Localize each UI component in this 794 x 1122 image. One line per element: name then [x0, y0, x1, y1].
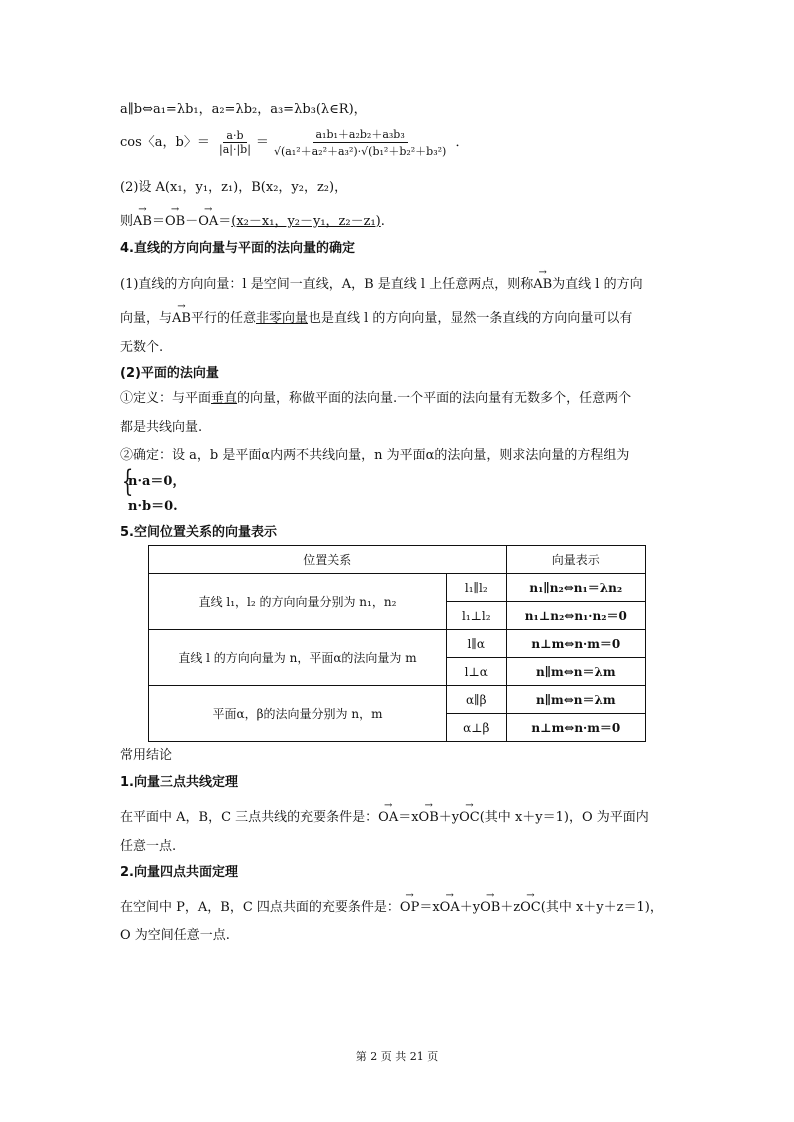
p1-ab-vector: → AB — [533, 277, 552, 292]
oa-vector: → OA — [198, 214, 218, 229]
t1-oa-vector: → OA — [378, 810, 398, 825]
normal-vector-determination: ②确定：设 a，b 是平面α内两不共线向量，n 为平面α的法向量，则求法向量的方程组为 — [120, 448, 630, 463]
table-row — [149, 630, 646, 658]
ab-vector-formula — [120, 210, 385, 229]
def-text-a: ①定义：与平面 — [120, 391, 212, 406]
vector-cell: n⊥m⇔n·m＝0 — [506, 630, 645, 658]
equation-1: n·a＝0， — [128, 474, 186, 489]
t2-oa-vector: → OA — [440, 900, 460, 915]
ab-eq-1: ＝ — [151, 214, 165, 229]
ab-end: . — [380, 214, 385, 229]
equation-2: n·b＝0. — [128, 499, 178, 514]
ab-prefix: 则 — [120, 214, 134, 229]
group-label-lines: 直线 l₁，l₂ 的方向向量分别为 n₁，n₂ — [149, 574, 447, 630]
p2-text-c: 也是直线 l 的方向向量，显然一条直线的方向向量可以有 — [308, 311, 633, 326]
normal-vector-definition-cont: 都是共线向量. — [120, 420, 203, 435]
t2-text-b: ＝x — [419, 900, 440, 915]
item2-points: (2)设 A(x₁，y₁，z₁)，B(x₂，y₂，z₂)， — [120, 180, 348, 195]
nonzero-vector-term: 非零向量 — [255, 311, 308, 326]
group-label-planes: 平面α，β的法向量分别为 n，m — [149, 686, 447, 742]
cos-frac1-num: a·b — [223, 129, 246, 143]
cosine-formula: cos〈a，b〉＝ $\frac{a\cdot b}{|a|\cdot|b|}$ ＝ $\frac{\text{a₁b₁＋a₂b₂＋a₃b₃}}{\text{√(a₁²＋a₂²＋a₃²)·√(b₁²＋b₂²＋b₃²)}}$ ． — [120, 128, 469, 158]
conclusion2-heading: 2.向量四点共面定理 — [120, 865, 238, 880]
t1-ob-vector: → OB — [419, 810, 439, 825]
parallel-condition: a∥b⇔a₁=λb₁，a₂=λb₂，a₃=λb₃(λ∈R)， — [120, 102, 367, 117]
normal-vector-definition — [120, 387, 631, 406]
t1-text-b: ＝x — [398, 810, 419, 825]
t2-op-vector: → OP — [400, 900, 419, 915]
conclusion1-text-cont: 任意一点. — [120, 839, 177, 854]
conclusion2-text-cont: O 为空间任意一点. — [120, 928, 230, 943]
table-header-row — [149, 546, 646, 574]
page-footer: 第 2 页 共 21 页 — [355, 1050, 439, 1063]
header-vector-representation: 向量表示 — [506, 546, 645, 574]
ob-vector: → OB — [165, 214, 185, 229]
t2-text-c: ＋y — [459, 900, 481, 915]
vector-cell: n∥m⇔n＝λm — [506, 658, 645, 686]
cos-frac2-num: a₁b₁＋a₂b₂＋a₃b₃ — [313, 126, 408, 143]
ab-vector: → AB — [133, 214, 152, 229]
vector-cell: n₁⊥n₂⇔n₁·n₂＝0 — [506, 602, 645, 630]
t1-text-c: ＋y — [438, 810, 460, 825]
vector-cell: n∥m⇔n＝λm — [506, 686, 645, 714]
t1-text-d: (其中 x＋y＝1)，O 为平面内 — [479, 810, 649, 825]
conclusion1-heading: 1.向量三点共线定理 — [120, 775, 238, 790]
conclusion2-text — [120, 896, 663, 915]
equation-brace: { — [121, 464, 134, 499]
vector-cell: n⊥m⇔n·m＝0 — [506, 714, 645, 742]
vector-cell: n₁∥n₂⇔n₁＝λn₂ — [506, 574, 645, 602]
relation-cell: l⊥α — [446, 658, 506, 686]
p2-text-b: 平行的任意 — [190, 311, 256, 326]
section4-heading: 4.直线的方向向量与平面的法向量的确定 — [120, 241, 355, 256]
cos-frac1-den: |a|·|b| — [219, 143, 251, 156]
table-row — [149, 574, 646, 602]
cos-end: ． — [455, 135, 469, 150]
p1-text-b: 为直线 l 的方向 — [552, 277, 643, 292]
relation-cell: l₁∥l₂ — [446, 574, 506, 602]
t2-text-e: (其中 x＋y＋z＝1)， — [540, 900, 663, 915]
relation-cell: α∥β — [446, 686, 506, 714]
cos-lhs: cos〈a，b〉＝ — [120, 135, 210, 150]
section5-heading: 5.空间位置关系的向量表示 — [120, 525, 277, 540]
relation-cell: α⊥β — [446, 714, 506, 742]
minus-sign: － — [185, 214, 199, 229]
direction-vector-p2 — [120, 307, 632, 326]
conclusion1-text — [120, 806, 649, 825]
p2-text-a: 向量，与 — [120, 311, 173, 326]
t1-text-a: 在平面中 A，B，C 三点共线的充要条件是： — [120, 810, 379, 825]
ab-eq-2: ＝ — [218, 214, 232, 229]
header-position-relation: 位置关系 — [149, 546, 507, 574]
t2-oc-vector: → OC — [520, 900, 541, 915]
def-text-b: 的向量，称做平面的法向量.一个平面的法向量有无数多个，任意两个 — [237, 391, 632, 406]
ab-result: (x₂－x₁，y₂－y₁，z₂－z₁) — [231, 214, 381, 229]
cos-fraction-short — [216, 129, 254, 156]
group-label-line-plane: 直线 l 的方向向量为 n，平面α的法向量为 m — [149, 630, 447, 686]
t2-text-d: ＋z — [500, 900, 521, 915]
p2-ab-vector: → AB — [172, 311, 191, 326]
normal-vector-heading: (2)平面的法向量 — [120, 366, 219, 381]
p1-text-a: (1)直线的方向向量：l 是空间一直线，A，B 是直线 l 上任意两点，则称 — [120, 277, 534, 292]
conclusions-title: 常用结论 — [120, 748, 173, 763]
direction-vector-p3: 无数个. — [120, 340, 164, 355]
perpendicular-term: 垂直 — [211, 391, 238, 406]
relation-cell: l₁⊥l₂ — [446, 602, 506, 630]
direction-vector-p1 — [120, 273, 643, 292]
t2-ob-vector: → OB — [480, 900, 500, 915]
table-row — [149, 686, 646, 714]
t2-text-a: 在空间中 P，A，B，C 四点共面的充要条件是： — [120, 900, 400, 915]
cos-frac2-den: √(a₁²＋a₂²＋a₃²)·√(b₁²＋b₂²＋b₃²) — [273, 145, 447, 158]
position-relation-table — [148, 545, 646, 742]
t1-oc-vector: → OC — [459, 810, 480, 825]
cos-fraction-long — [271, 126, 449, 159]
relation-cell: l∥α — [446, 630, 506, 658]
